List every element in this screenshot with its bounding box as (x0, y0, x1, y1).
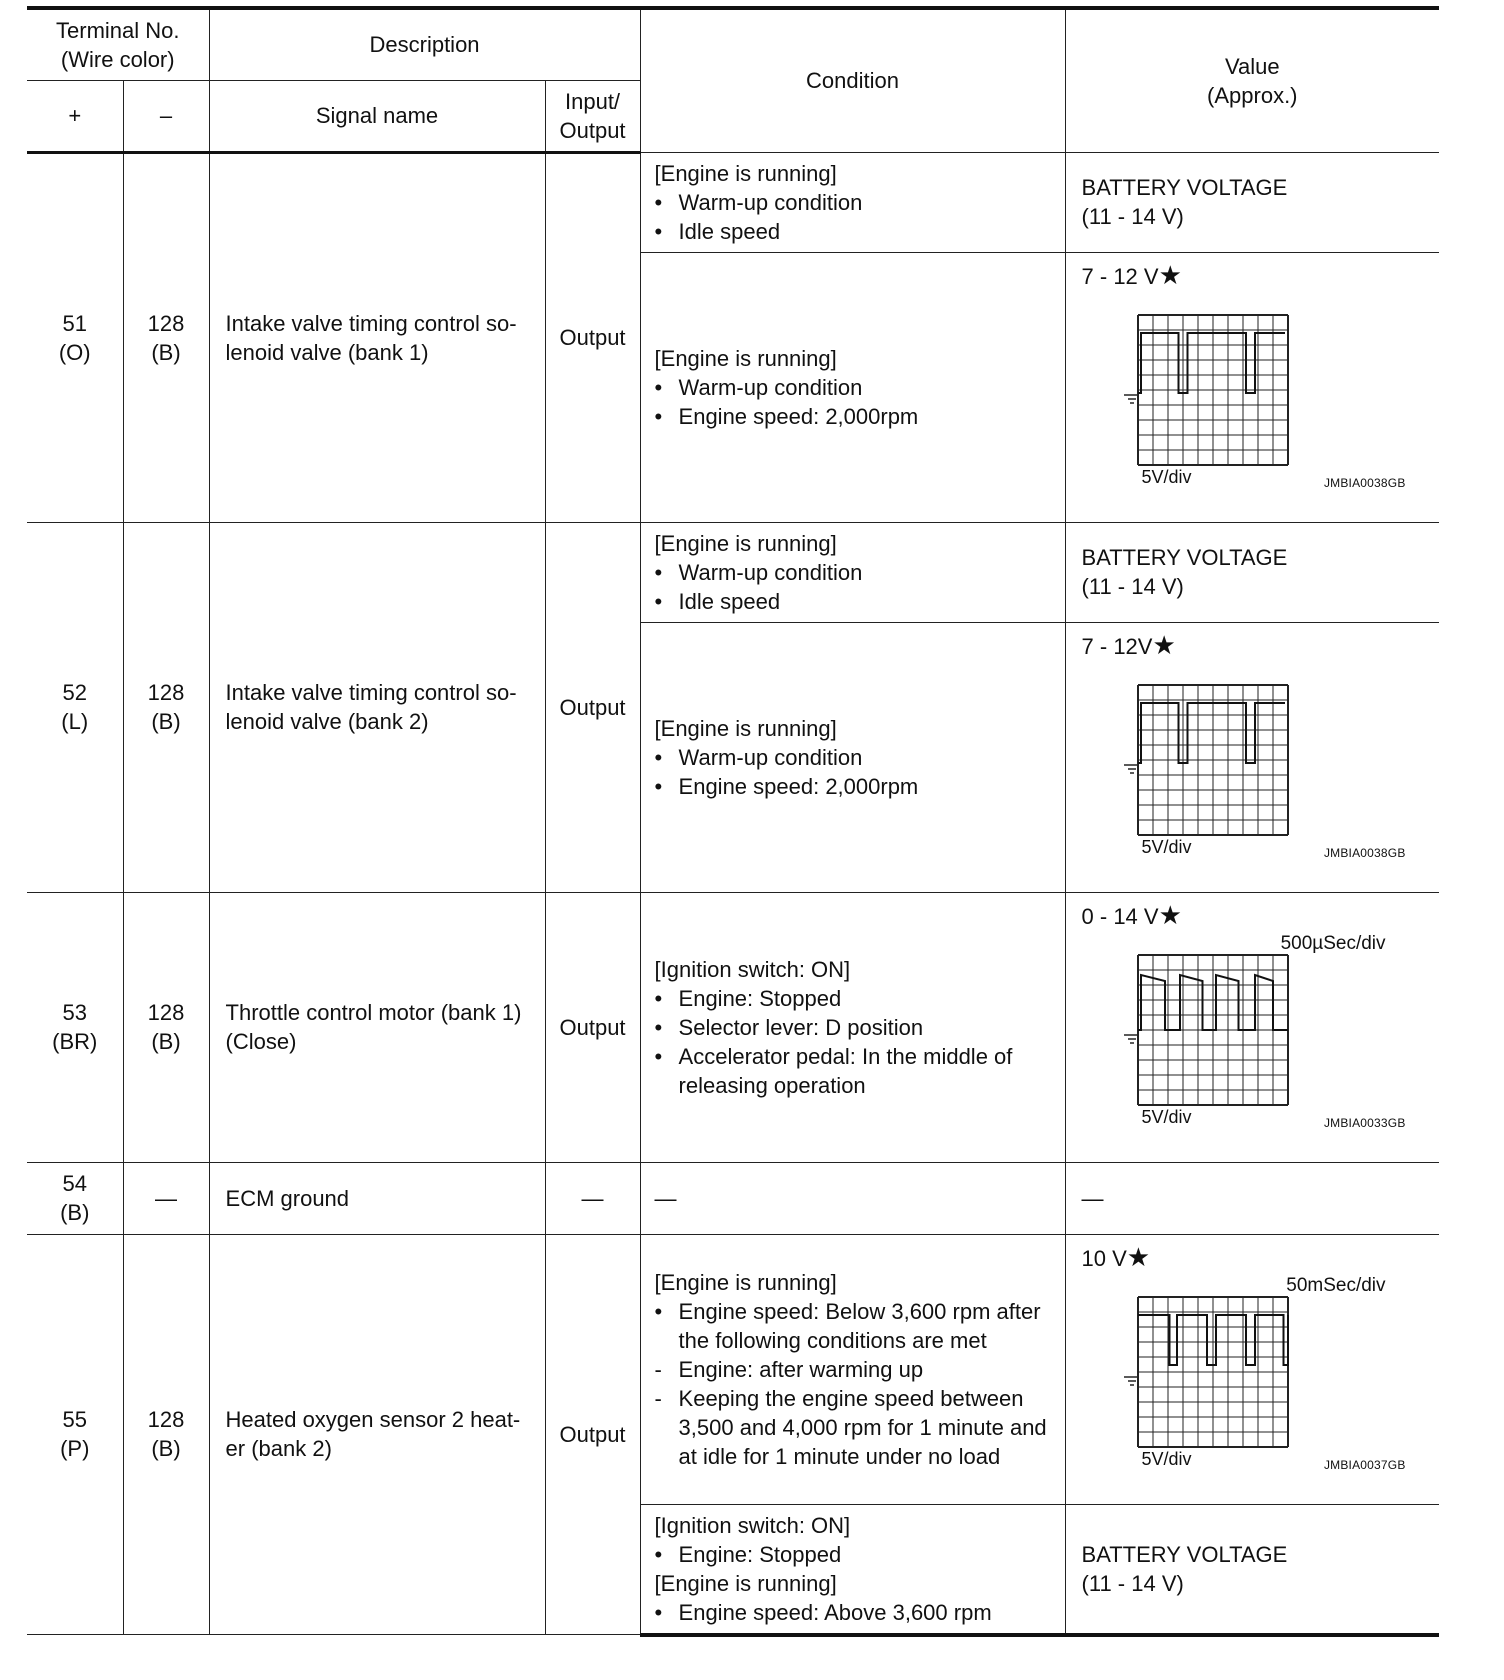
terminal-text: (B) (151, 1029, 181, 1054)
condition-title: [Ignition switch: ON] (654, 956, 851, 982)
condition-item: - Keeping the engine speed between 3,500 and 4,000 rpm for 1 minute and at idle for 1 minute under no load (654, 1385, 1047, 1469)
minus-terminal (123, 522, 209, 892)
minus-terminal (123, 1162, 209, 1234)
signal-name (209, 152, 545, 522)
bullet-mark: • (654, 218, 663, 244)
bullet-mark: • (654, 559, 663, 585)
signal-name (209, 1234, 545, 1635)
figure-code: JMBIA0038GB (1323, 845, 1406, 860)
terminal-text: 128 (147, 680, 185, 705)
voltage-label: 10 V★ (1081, 1241, 1151, 1272)
condition-cell (640, 1504, 1065, 1635)
waveform-figure (1082, 253, 1412, 509)
terminal-text: 128 (147, 1000, 185, 1025)
condition-cell (640, 252, 1065, 522)
waveform-figure (1082, 623, 1412, 879)
condition-header: Condition (640, 8, 1065, 152)
plus-terminal (27, 1234, 123, 1635)
terminal-text: 128 (147, 1407, 185, 1433)
io-type: — (545, 1162, 640, 1234)
condition-title: [Engine is running] (654, 530, 837, 556)
value-cell (1065, 522, 1439, 622)
minus-terminal (123, 1234, 209, 1635)
condition-item: • Selector lever: D position (654, 1014, 924, 1040)
terminal-text: (O) (58, 339, 91, 365)
value-cell (1065, 1504, 1439, 1635)
terminal-text: (B) (151, 709, 181, 734)
terminal-text: (BR) (52, 1029, 98, 1054)
plus-header: + (27, 80, 123, 152)
terminal-table (27, 6, 1439, 1637)
volt-scale-label: 5V/div (1141, 836, 1192, 857)
bullet-mark: • (654, 374, 663, 400)
condition-cell (640, 1234, 1065, 1504)
signal-text: ECM ground (225, 1185, 350, 1211)
terminal-text: 54 (62, 1171, 87, 1196)
condition-item: • Warm-up condition (654, 374, 863, 400)
terminal-text: 128 (147, 310, 185, 336)
bullet-mark: - (654, 1356, 662, 1382)
condition-cell (640, 622, 1065, 892)
value-cell: — (1065, 1162, 1439, 1234)
terminal-text: (L) (61, 709, 89, 734)
voltage-label: 7 - 12 V★ (1081, 259, 1182, 290)
signal-name (209, 1162, 545, 1234)
condition-cell (640, 152, 1065, 252)
minus-header: – (123, 80, 209, 152)
condition-cell (640, 522, 1065, 622)
condition-title: [Engine is running] (654, 715, 837, 741)
description-header: Description (209, 8, 640, 80)
table-row (27, 522, 1439, 622)
condition-item: • Engine speed: 2,000rpm (654, 773, 919, 799)
table-row (27, 1234, 1439, 1504)
signal-name-header: Signal name (209, 80, 545, 152)
figure-code: JMBIA0038GB (1323, 475, 1406, 490)
terminal-text: 52 (62, 680, 87, 705)
value-text: (11 - 14 V) (1081, 574, 1184, 599)
signal-name (209, 892, 545, 1162)
condition-item: - Engine: after warming up (654, 1356, 924, 1382)
value-text: BATTERY VOLTAGE (1081, 1541, 1288, 1567)
waveform-figure (1082, 893, 1412, 1149)
terminal-text: 53 (62, 1000, 87, 1025)
value-cell (1065, 892, 1439, 1162)
terminal-text: — (155, 1185, 177, 1211)
terminal-text: (B) (151, 339, 181, 365)
value-cell (1065, 1234, 1439, 1504)
star-icon: ★ (1158, 259, 1182, 290)
table-row (27, 152, 1439, 252)
time-scale-label: 500µSec/div (1280, 932, 1386, 954)
condition-item: • Warm-up condition (654, 559, 863, 585)
star-icon: ★ (1158, 899, 1182, 930)
io-type: Output (545, 522, 640, 892)
condition-item: • Engine speed: 2,000rpm (654, 403, 919, 429)
value-text: (11 - 14 V) (1081, 204, 1184, 229)
bullet-mark: • (654, 773, 663, 799)
condition-item: • Accelerator pedal: In the middle of releasing operation (654, 1043, 1013, 1098)
value-cell (1065, 622, 1439, 892)
io-type: Output (545, 1234, 640, 1635)
bullet-mark: • (654, 189, 663, 215)
table-body (27, 152, 1439, 1635)
plus-terminal (27, 892, 123, 1162)
volt-scale-label: 5V/div (1141, 1106, 1192, 1127)
value-header: Value (Approx.) (1065, 8, 1439, 152)
signal-text: Intake valve timing control so- (225, 680, 517, 705)
bullet-mark: • (654, 985, 663, 1011)
bullet-mark: • (654, 588, 663, 614)
value-cell (1065, 152, 1439, 252)
figure-code: JMBIA0033GB (1323, 1115, 1406, 1130)
condition-cell (640, 892, 1065, 1162)
table-row (27, 1162, 1439, 1234)
terminal-no-header: Terminal No. (Wire color) (27, 8, 209, 80)
bullet-mark: - (654, 1385, 662, 1411)
condition-title: [Engine is running] (654, 345, 837, 371)
input-output-header: Input/ Output (545, 80, 640, 152)
signal-text: (Close) (225, 1029, 297, 1054)
time-scale-label: 50mSec/div (1286, 1274, 1386, 1296)
plus-terminal (27, 152, 123, 522)
terminal-spec-sheet (27, 6, 1439, 1637)
terminal-text: (B) (60, 1200, 90, 1225)
value-text: BATTERY VOLTAGE (1081, 175, 1288, 200)
minus-terminal (123, 152, 209, 522)
condition-item: • Engine speed: Above 3,600 rpm (654, 1599, 992, 1625)
waveform-figure (1082, 1235, 1412, 1491)
condition-item: • Warm-up condition (654, 744, 863, 770)
io-type: Output (545, 152, 640, 522)
star-icon: ★ (1126, 1241, 1151, 1272)
bullet-mark: • (654, 1599, 663, 1625)
signal-text: er (bank 2) (225, 1436, 332, 1462)
condition-item: • Engine speed: Below 3,600 rpm after the following conditions are met (654, 1298, 1041, 1353)
condition-title: [Engine is running] (654, 1570, 837, 1596)
condition-item: • Warm-up condition (654, 189, 863, 215)
terminal-text: 51 (62, 310, 87, 336)
voltage-label: 7 - 12V★ (1081, 629, 1176, 660)
volt-scale-label: 5V/div (1141, 1448, 1192, 1469)
signal-text: lenoid valve (bank 1) (225, 339, 429, 365)
condition-title: [Engine is running] (654, 1269, 837, 1295)
plus-terminal (27, 522, 123, 892)
volt-scale-label: 5V/div (1141, 466, 1192, 487)
terminal-text: (B) (151, 1436, 181, 1462)
voltage-label: 0 - 14 V★ (1081, 899, 1182, 930)
bullet-mark: • (654, 403, 663, 429)
bullet-mark: • (654, 1298, 663, 1324)
condition-cell: — (640, 1162, 1065, 1234)
bullet-mark: • (654, 1541, 663, 1567)
signal-text: Heated oxygen sensor 2 heat- (225, 1407, 521, 1433)
terminal-text: 55 (62, 1407, 87, 1433)
condition-item: • Idle speed (654, 218, 781, 244)
condition-title: [Ignition switch: ON] (654, 1512, 851, 1538)
plus-terminal (27, 1162, 123, 1234)
condition-item: • Engine: Stopped (654, 985, 842, 1011)
signal-name (209, 522, 545, 892)
bullet-mark: • (654, 1043, 663, 1069)
table-row (27, 892, 1439, 1162)
condition-item: • Idle speed (654, 588, 781, 614)
value-cell (1065, 252, 1439, 522)
signal-text: lenoid valve (bank 2) (225, 709, 429, 734)
signal-text: Throttle control motor (bank 1) (225, 1000, 522, 1025)
minus-terminal (123, 892, 209, 1162)
terminal-text: (P) (60, 1436, 90, 1462)
value-text: BATTERY VOLTAGE (1081, 545, 1288, 570)
star-icon: ★ (1152, 629, 1176, 660)
condition-title: [Engine is running] (654, 160, 837, 186)
io-type: Output (545, 892, 640, 1162)
condition-item: • Engine: Stopped (654, 1541, 842, 1567)
signal-text: Intake valve timing control so- (225, 310, 517, 336)
figure-code: JMBIA0037GB (1323, 1457, 1406, 1472)
bullet-mark: • (654, 1014, 663, 1040)
bullet-mark: • (654, 744, 663, 770)
value-text: (11 - 14 V) (1081, 1570, 1184, 1596)
